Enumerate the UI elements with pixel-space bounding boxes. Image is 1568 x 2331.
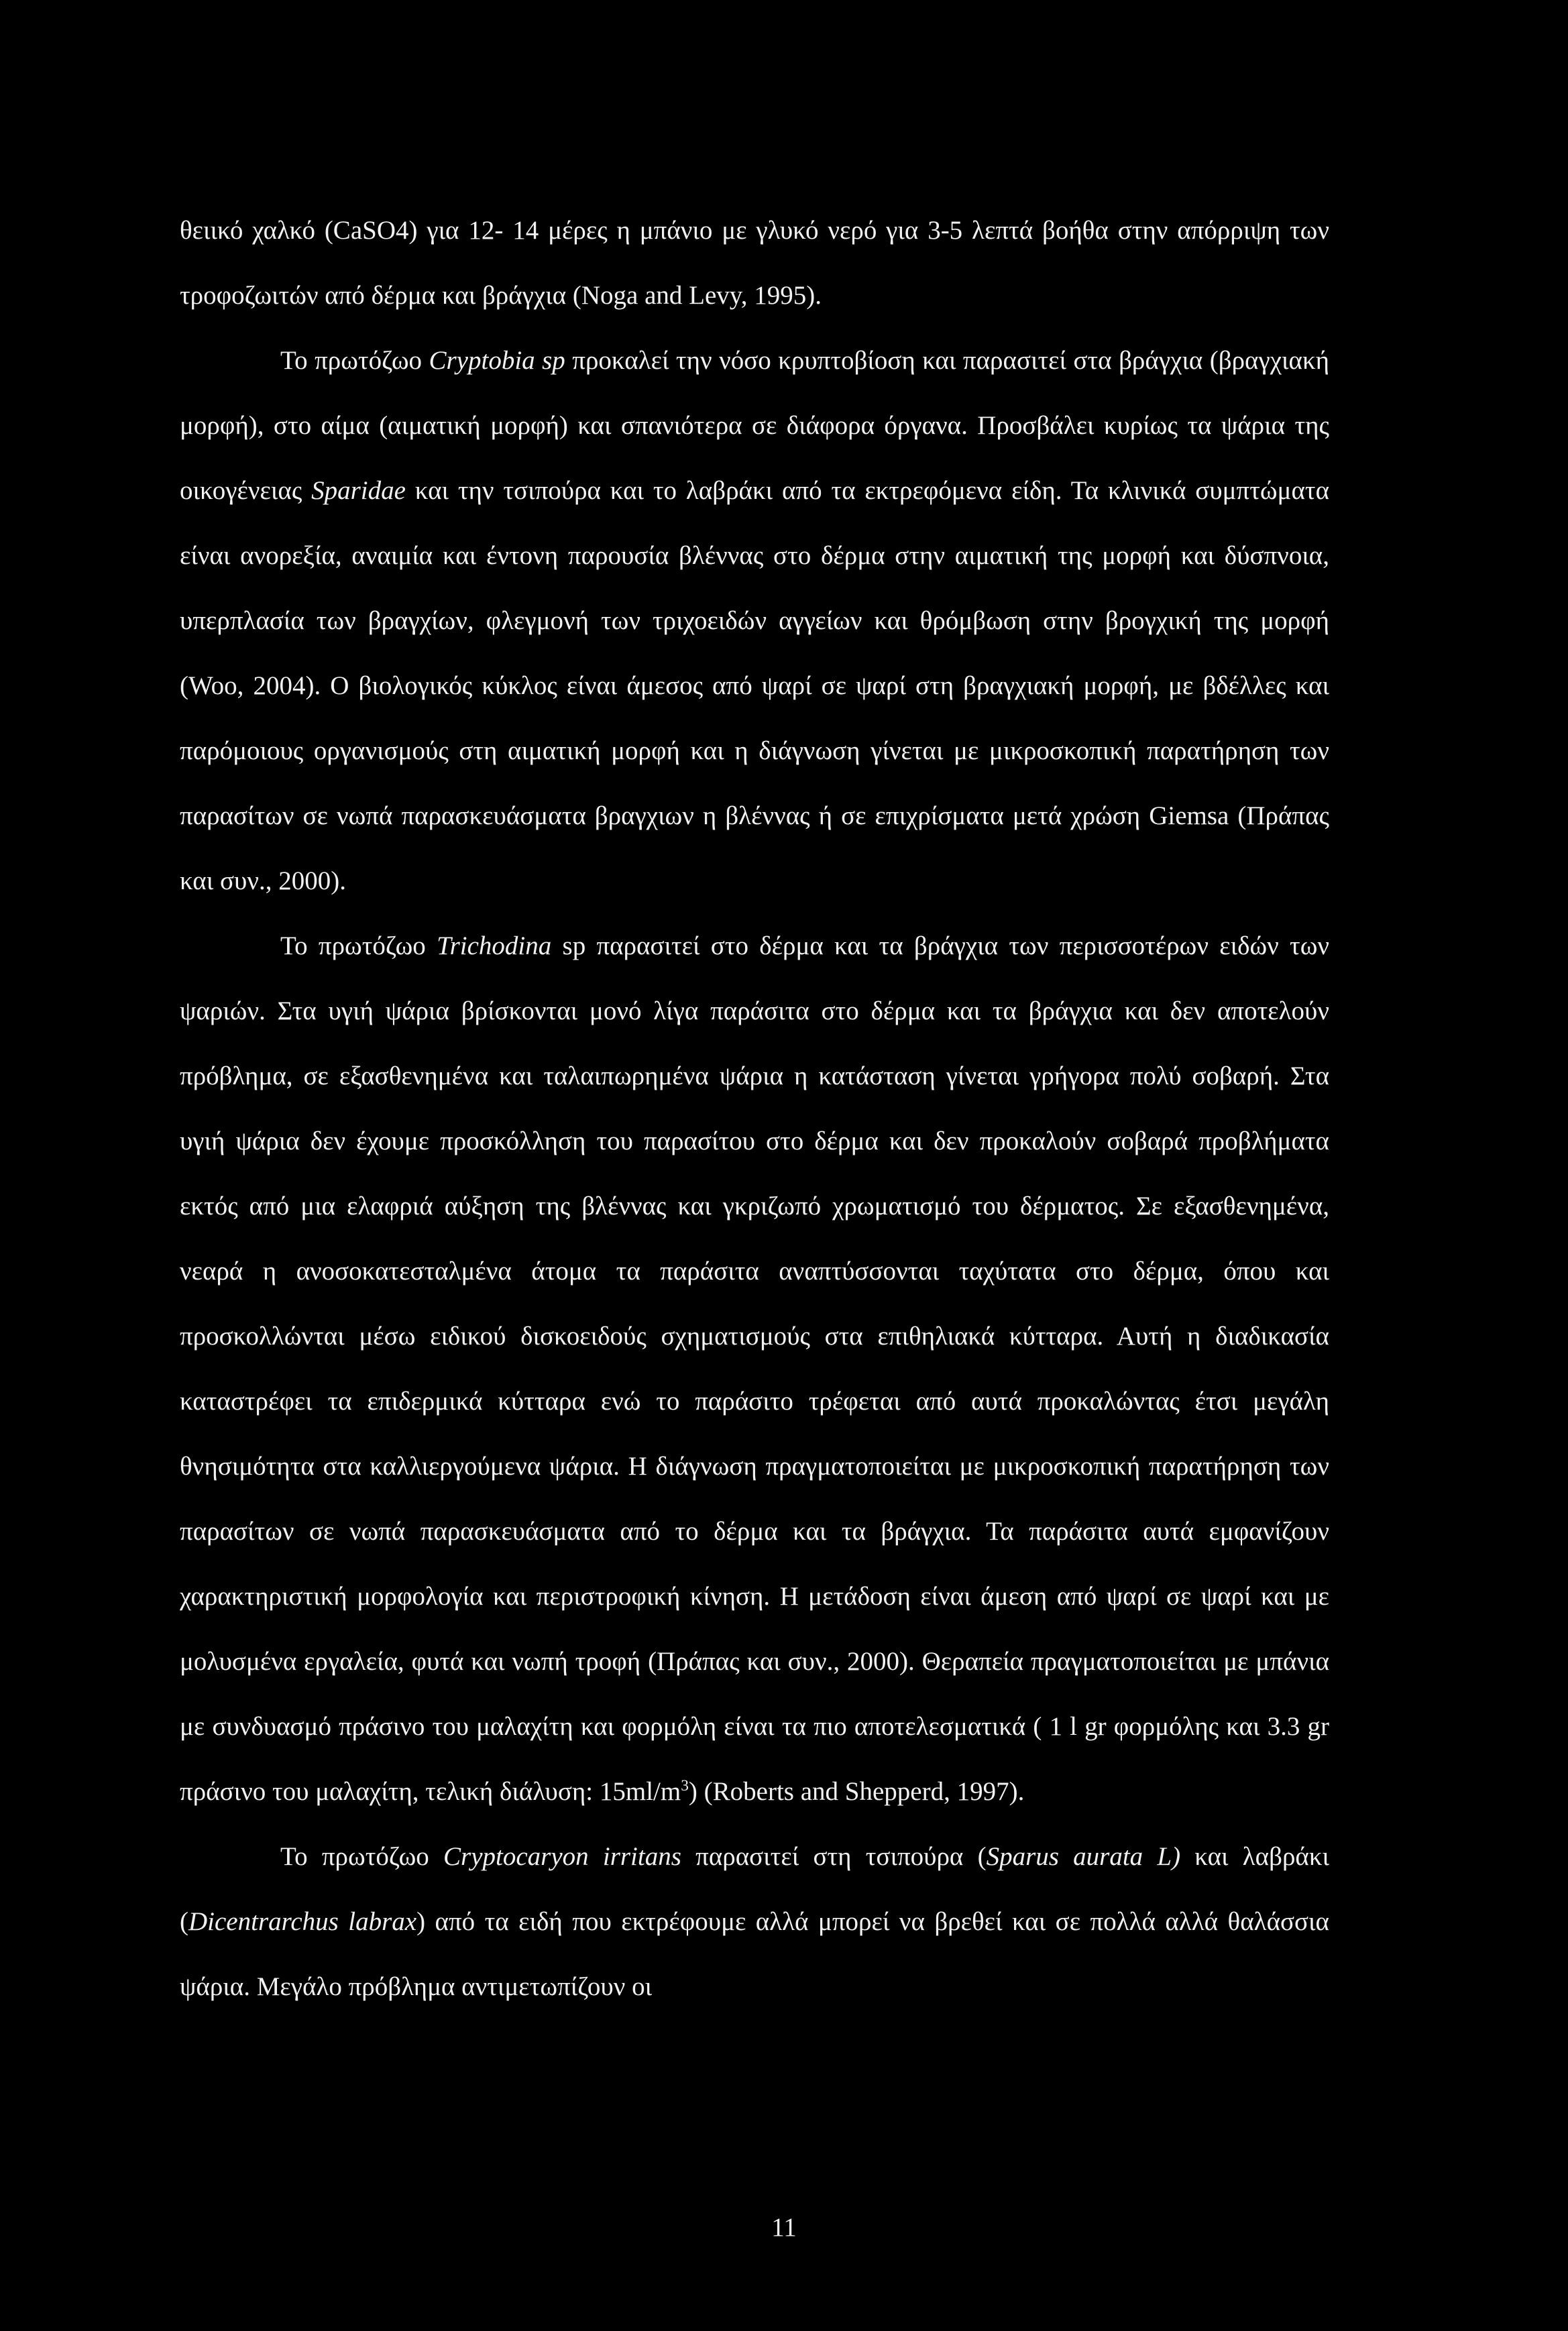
paragraph-trichodina [180, 913, 1329, 1824]
species-name: Cryptocaryon irritans [443, 1842, 681, 1871]
paragraph-cryptocaryon [180, 1824, 1329, 2019]
text-run: προκαλεί την νόσο κρυπτοβίοση και παρασιτεί στα βράγχια (βραγχιακή μορφή), στο αίμα (αιματική μορφή) και σπανιότερα σε διάφορα όργανα. Προσβάλει κυρίως τα ψάρια της οικογένειας [180, 346, 1329, 505]
page-number: 11 [771, 2213, 797, 2242]
paragraph-cryptobia [180, 328, 1329, 913]
text-run: και λαβράκι ( [180, 1842, 1329, 1936]
text-run: θειικό χαλκό (CaSO4) για 12- 14 μέρες η μπάνιο με γλυκό νερό για 3-5 λεπτά βοήθα στην απόρριψη των τροφοζωιτών από δέρμα και βράγχια (Noga and Levy, 1995). [180, 216, 1329, 310]
text-run: sp παρασιτεί στο δέρμα και τα βράγχια των περισσοτέρων ειδών των ψαριών. Στα υγιή ψάρια βρίσκονται μονό λίγα παράσιτα στο δέρμα και τα βράγχια και δεν αποτελούν πρόβλημα, σε εξασθενημένα και ταλαιπωρημένα ψάρια η κατάσταση γίνεται γρήγορα πολύ σοβαρή. Στα υγιή ψάρια δεν έχουμε προσκόλληση του παρασίτου στο δέρμα και δεν προκαλούν σοβαρά προβλήματα εκτός από μια ελαφριά αύξηση της βλέννας και γκριζωπό χρωματισμό του δέρματος. Σε εξασθενημένα, νεαρά η ανοσοκατεσταλμένα άτομα τα παράσιτα αναπτύσσονται ταχύτατα στο δέρμα, όπου και προσκολλώνται μέσω ειδικού δισκοειδούς σχηματισμούς στα επιθηλιακά κύτταρα. Αυτή η διαδικασία καταστρέφει τα επιδερμικά κύτταρα ενώ το παράσιτο τρέφεται από αυτά προκαλώντας έτσι μεγάλη θνησιμότητα στα καλλιεργούμενα ψάρια. Η διάγνωση πραγματοποιείται με μικροσκοπική παρατήρηση των παρασίτων σε νωπά παρασκευάσματα από το δέρμα και τα βράγχια. Τα παράσιτα αυτά εμφανίζουν χαρακτηριστική μορφολογία και περιστροφική κίνηση. Η μετάδοση είναι άμεση από ψαρί σε ψαρί και με μολυσμένα εργαλεία, φυτά και νωπή τροφή (Πράπας και συν., 2000). Θεραπεία πραγματοποιείται με μπάνια με συνδυασμό πράσινο του μαλαχίτη και φορμόλη είναι τα πιο αποτελεσματικά ( 1 l gr φορμόλης και 3.3 gr πράσινο του μαλαχίτη, τελική διάλυση: 15ml/m [180, 931, 1329, 1806]
superscript: 3 [681, 1777, 689, 1795]
text-run: Το πρωτόζωο [280, 346, 429, 375]
family-name: Sparidae [311, 476, 406, 505]
species-name: Trichodina [437, 931, 552, 960]
text-run: Το πρωτόζωο [280, 1842, 443, 1871]
paragraph-1 [180, 198, 1329, 328]
text-run: και την τσιπούρα και το λαβράκι από τα εκτρεφόμενα είδη. Τα κλινικά συμπτώματα είναι ανορεξία, αναιμία και έντονη παρουσία βλέννας στο δέρμα στην αιματική της μορφή και δύσπνοια, υπερπλασία των βραγχίων, φλεγμονή των τριχοειδών αγγείων και θρόμβωση στην βρογχική της μορφή (Woo, 2004). Ο βιολογικός κύκλος είναι άμεσος από ψαρί σε ψαρί στη βραγχιακή μορφή, με βδέλλες και παρόμοιους οργανισμούς στη αιματική μορφή και η διάγνωση γίνεται με μικροσκοπική παρατήρηση των παρασίτων σε νωπά παρασκευάσματα βραγχιων η βλέννας ή σε επιχρίσματα μετά χρώση Giemsa (Πράπας και συν., 2000). [180, 476, 1330, 895]
text-run: ) (Roberts and Shepperd, 1997). [688, 1777, 1025, 1806]
body-text [180, 198, 1329, 2019]
text-run: Το πρωτόζωο [280, 931, 437, 960]
text-run: ) από τα ειδή που εκτρέφουμε αλλά μπορεί να βρεθεί και σε πολλά αλλά θαλάσσια ψάρια. Μεγάλο πρόβλημα αντιμετωπίζουν οι [180, 1907, 1329, 2001]
species-name: Dicentrarchus labrax [188, 1907, 417, 1936]
text-run: παρασιτεί στη τσιπούρα ( [681, 1842, 987, 1871]
species-name: Cryptobia sp [429, 346, 565, 375]
species-name: Sparus aurata L) [986, 1842, 1181, 1871]
